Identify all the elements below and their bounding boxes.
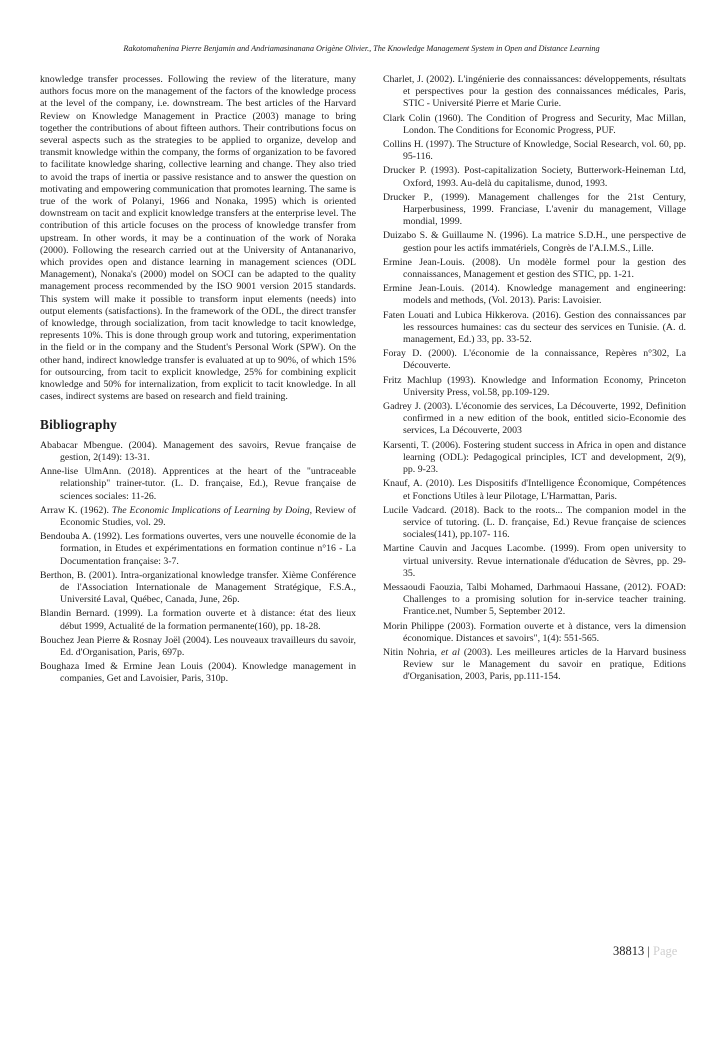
reference-entry: [40, 531, 356, 568]
reference-text: Clark Colin (1960). The Condition of Progress and Security, Mac Millan, London. The Conditions for Economic Progress, PUF.: [383, 112, 686, 136]
left-column: [40, 74, 356, 688]
reference-entry: [40, 505, 356, 529]
reference-text: Collins H. (1997). The Structure of Knowledge, Social Research, vol. 60, pp. 95-116.: [383, 139, 686, 163]
body-paragraph: knowledge transfer processes. Following the review of the literature, many authors focus more on the management of the factors of the knowledge process at the level of the company, i.e. downstream. The best articles of the Harvard Review on Knowledge Management in Practice (2003) manage to bring together the contributions of about fifteen authors. Their contributions focus on several aspects such as the strategies to be applied to organize, develop and transmit knowledge within the company, the forms of organization to be favored to facilitate knowledge sharing, collective learning and change. They also tried to avoid the traps of inertia or passive resistance and to answer the question on motivating and empowering communication that promotes learning. The same is true of the work of Polanyi, 1966 and Nonaka, 1995) which is oriented downstream on tacit and explicit knowledge transfers at the enterprise level. The contribution of this article focuses on the process of knowledge transfer from upstream. In other words, it may be a continuation of the work of Noraka (2000). Following the research carried out at the University of Antananarivo, which provides open and distance learning in management sciences (ODL Management), Nonaka's (2000) model on SOCI can be adapted to the quality management process recommended by the ISO 9001 version 2015 standards. This system will make it possible to transform input elements (needs) into output elements (satisfactions). In the framework of the ODL, the direct transfer of knowledge, through socialization, from tacit knowledge to tacit knowledge, represents 10%. This is done through group work and tutoring, experimentation in the field or in the company and the Student's Personal Work (SPW). On the other hand, indirect knowledge transfer is evaluated at up to 90%, of which 15% for outsourcing, from tacit to explicit knowledge, 25% for combining explicit knowledge and 50% for internalization, from explicit to tacit knowledge. In all cases, indirect systems are based on research and field training.: [40, 74, 356, 403]
reference-text: Morin Philippe (2003). Formation ouverte et à distance, vers la dimension économique. Distances et savoirs", 1(4): 551-565.: [383, 620, 686, 644]
reference-text: Duizabo S. & Guillaume N. (1996). La matrice S.D.H., une perspective de gestion pour les actifs immatériels, Congrès de l'A.I.M.S., Lille.: [383, 230, 686, 254]
reference-text: Bouchez Jean Pierre & Rosnay Joël (2004). Les nouveaux travailleurs du savoir, Ed. d'Organisation, Paris, 697p.: [40, 634, 356, 658]
reference-text: Knauf, A. (2010). Les Dispositifs d'Intelligence Économique, Compétences et Fonctions Utiles à leur Pilotage, L'Harmattan, Paris.: [383, 478, 686, 502]
reference-entry: [383, 139, 686, 163]
right-reference-list: [383, 74, 686, 684]
reference-text: Boughaza Imed & Ermine Jean Louis (2004). Knowledge management in companies, Get and Lavoisier, Paris, 310p.: [40, 661, 356, 685]
reference-italic-title: et al: [441, 646, 460, 658]
reference-entry: [383, 348, 686, 372]
reference-text: Anne-lise UlmAnn. (2018). Apprentices at the heart of the "untraceable relationship" trainer-tutor. (L. D. française, Ed.), Revue française de sciences sociales: 11-26.: [40, 466, 356, 502]
reference-text-tail: (2003). Les meilleures articles de la Harvard business Review sur le Management du savoir en pratique, Editions d'Organisation, 2003, Paris, pp.111-154.: [403, 646, 687, 683]
reference-text: Martine Cauvin and Jacques Lacombe. (1999). From open university to virtual university. Revue internationale d'éducation de Sèvres, pp. 29-35.: [383, 543, 686, 579]
reference-text: Lucile Vadcard. (2018). Back to the roots... The companion model in the service of tutoring. (L. D. française, Ed.) Revue française de sciences sociales(141), pp.107- 116.: [383, 504, 686, 541]
page-word: Page: [653, 944, 678, 958]
reference-text: Blandin Bernard. (1999). La formation ouverte et à distance: état des lieux début 1999, Actualité de la formation permanente(160), pp. 18-28.: [40, 608, 356, 632]
reference-entry: [383, 375, 686, 399]
right-column: [383, 74, 686, 686]
reference-text: Charlet, J. (2002). L'ingénierie des connaissances: développements, résultats et perspectives pour la gestion des connaissances médicales, Paris, STIC - Université Pierre et Marie Curie.: [383, 74, 686, 110]
reference-entry: [383, 310, 686, 347]
reference-text: Karsenti, T. (2006). Fostering student success in Africa in open and distance learning (ODL): Pedagogical principles, ICT and development, 2(9), pp. 9-23.: [383, 439, 686, 476]
reference-text: Nitin Nohria,: [383, 646, 441, 658]
reference-entry: [383, 113, 686, 137]
page-number: [613, 944, 677, 959]
reference-entry: [383, 230, 686, 254]
reference-entry: [383, 621, 686, 645]
reference-entry: [383, 257, 686, 281]
reference-text: Drucker P. (1993). Post-capitalization Society, Butterwork-Heineman Ltd, Oxford, 1993. Au-delà du capitalisme, dunod, 1993.: [383, 165, 686, 189]
reference-text: Foray D. (2000). L'économie de la connaissance, Repères n°302, La Découverte.: [383, 348, 686, 372]
reference-entry: [383, 74, 686, 111]
reference-entry: [383, 478, 686, 502]
left-reference-list: [40, 440, 356, 686]
reference-entry: [40, 661, 356, 685]
reference-text: Bendouba A. (1992). Les formations ouvertes, vers une nouvelle économie de la formation, in Etudes et expérimentations en formation continue n°16 - La Documentation française: 3-7.: [40, 531, 356, 567]
reference-text: Gadrey J. (2003). L'économie des services, La Découverte, 1992, Definition confirmed in a new edition of the book, entitled sicio-Economie des services, La Découverte, 2003: [383, 401, 686, 437]
reference-text: Ababacar Mbengue. (2004). Management des savoirs, Revue française de gestion, 2(149): 13-31.: [40, 439, 356, 463]
reference-entry: [40, 466, 356, 503]
reference-entry: [40, 635, 356, 659]
reference-text: Arraw K. (1962).: [40, 504, 112, 516]
reference-entry: [383, 283, 686, 307]
reference-text-tail: , Review of Economic Studies, vol. 29.: [60, 504, 357, 528]
reference-entry: [383, 582, 686, 619]
reference-text: Ermine Jean-Louis. (2008). Un modèle formel pour la gestion des connaissances, Management et gestion des STIC, pp. 1-21.: [383, 256, 686, 281]
reference-text: Faten Louati and Lubica Hikkerova. (2016). Gestion des connaissances par les ressources humaines: cas du secteur des services en Tunisie. (A. d. management, Ed.) 33, pp. 33-52.: [383, 309, 686, 346]
reference-entry: [383, 401, 686, 438]
reference-text: Messaoudi Faouzia, Talbi Mohamed, Darhmaoui Hassane, (2012). FOAD: Challenges to a promising solution for in-service teacher training. Frantice.net, Number 5, September 2012.: [383, 581, 686, 618]
reference-entry: [383, 505, 686, 542]
reference-entry: [40, 608, 356, 632]
reference-text: Drucker P., (1999). Management challenges for the 21st Century, Harperbusiness, 1999. Franciase, L'avenir du management, Village mondial, 1999.: [383, 191, 686, 228]
reference-entry: [383, 165, 686, 189]
page-number-value: 38813: [613, 944, 645, 958]
reference-entry: [40, 440, 356, 464]
reference-entry: [383, 647, 686, 684]
reference-entry: [383, 440, 686, 477]
running-header: Rakotomahenina Pierre Benjamin and Andriamasinanana Origène Olivier., The Knowledge Management System in Open and Distance Learning: [123, 44, 600, 53]
reference-text: Ermine Jean-Louis. (2014). Knowledge management and engineering: models and methods, (Vol. 2013). Paris: Lavoisier.: [383, 283, 686, 307]
reference-entry: [40, 570, 356, 607]
bibliography-heading: Bibliography: [40, 417, 118, 433]
page-number-separator: |: [647, 944, 650, 958]
reference-entry: [383, 543, 686, 580]
reference-entry: [383, 192, 686, 229]
reference-italic-title: The Economic Implications of Learning by Doing: [111, 504, 310, 516]
reference-text: Fritz Machlup (1993). Knowledge and Information Economy, Princeton University Press, vol.58, pp.109-129.: [383, 374, 686, 398]
reference-text: Berthon, B. (2001). Intra-organizational knowledge transfer. Xième Conférence de l'Association Internationale de Management Stratégique, F.S.A., Université Laval, Québec, Canada, June, 26p.: [40, 569, 356, 606]
